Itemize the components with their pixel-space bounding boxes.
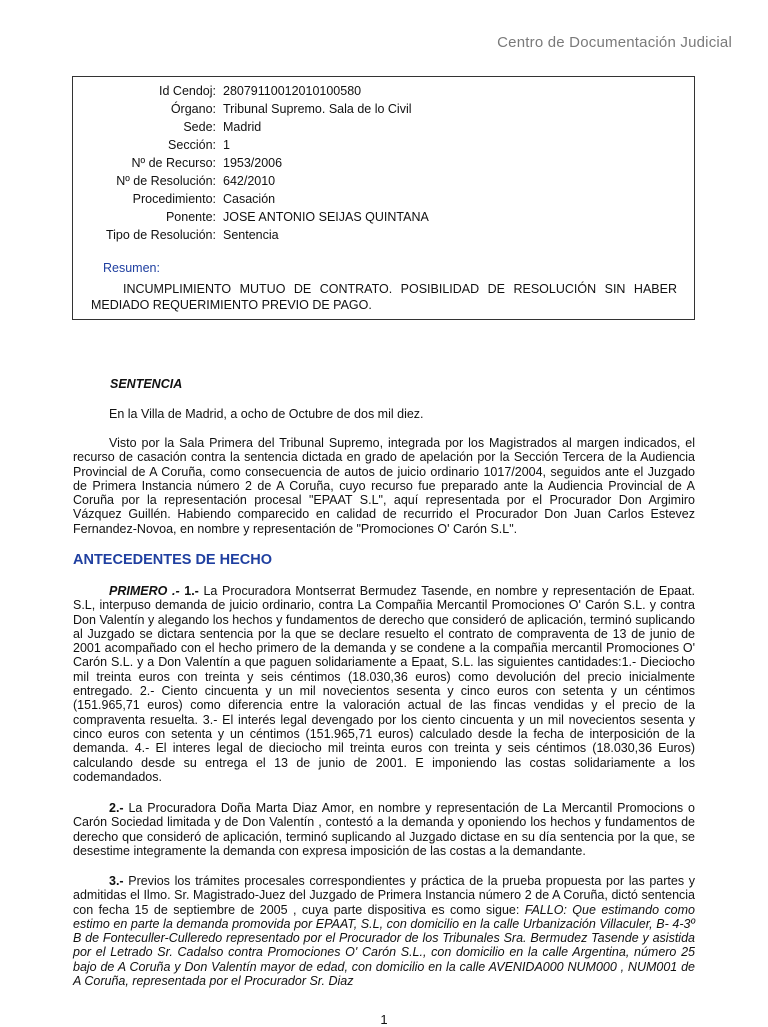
paragraph-primero bbox=[73, 584, 695, 784]
segundo-lead: 2.- bbox=[109, 801, 124, 815]
primero-num: 1.- bbox=[179, 584, 199, 598]
paragraph-segundo bbox=[73, 801, 695, 858]
meta-label: Órgano: bbox=[170, 102, 216, 116]
meta-value: 1 bbox=[223, 138, 230, 152]
primero-body: La Procuradora Montserrat Bermudez Tasende, en nombre y representación de Epaat. S.L, interpuso demanda de juicio ordinario, contra La Compañia Mercantil Promociones O' Carón S.L. y contra Don Valentín y alegando los hechos y fundamentos de derecho que consideró de aplicación, terminó suplicando al Juzgado se dictara sentencia por la que se declare resuelto el contrato de compraventa de 13 de junio de 2001 acompañado con el hecho primero de la demanda y se condene a la compañia mercantil Promociones O' Carón S.L. y a Don Valentín a que paguen solidariamente a Epaat, S.L. las siguientes cantidades:1.- Dieciocho mil treinta euros con treinta y seis céntimos (18.030,36 euros) como devolución del precio inicialmente entregado. 2.- Ciento cincuenta y un mil novecientos sesenta y cinco euros con setenta y un céntimos (151.965,71 euros) como diferencia entre la valoración actual de las fincas vendidas y el precio de la compraventa resuelta. 3.- El interés legal devengado por los ciento cincuenta y un mil novecientos sesenta y cinco euros con setenta y un céntimos (151.965,71 euros) calculado desde la fecha de interposición de la demanda. 4.- El interes legal de dieciocho mil treinta euros con treinta y seis céntimos (18.030,36 Euros) calculando desde su entrega el 13 de junio de 2001. E imponiendo las costas solidariamente a los codemandados. bbox=[73, 584, 695, 784]
meta-label: Procedimiento: bbox=[132, 192, 216, 206]
segundo-body: La Procuradora Doña Marta Diaz Amor, en nombre y representación de La Mercantil Promocions o Carón Sociedad limitada y de Don Valentín , contestó a la demanda y oponiendo los hechos y fundamentos de derecho que consideró de aplicación, terminó suplicando al Juzgado dictase en su día sentencia por la que, se desestime integramente la demanda con expresa imposición de las costas a la demandante. bbox=[73, 801, 695, 858]
metadata-box bbox=[72, 76, 695, 320]
tercero-lead: 3.- bbox=[109, 874, 124, 888]
meta-label: Tipo de Resolución: bbox=[105, 228, 216, 242]
header-title: Centro de Documentación Judicial bbox=[497, 34, 732, 51]
paragraph-tercero bbox=[73, 874, 695, 988]
meta-label: Nº de Resolución: bbox=[116, 174, 216, 188]
meta-value: Sentencia bbox=[223, 228, 279, 242]
resumen-label: Resumen: bbox=[103, 261, 160, 275]
meta-value: 642/2010 bbox=[223, 174, 276, 188]
primero-lead: PRIMERO .- bbox=[109, 584, 180, 598]
meta-value: Casación bbox=[223, 192, 276, 206]
meta-label: Nº de Recurso: bbox=[131, 156, 216, 170]
tercero-fallo: FALLO: Que estimando como estimo en parte la demanda promovida por EPAAT, S.L, con domicilio en la calle Urbanización Villaculer, B- 4-3º B de Fonteculler-Culleredo representado por el Procurador de los Tribunales Sra. Bermudez Tasende y asistida por el Letrado Sr. Cadalso contra Promociones O' Carón S.L., con domicilio en la calle Argentina, número 25 bajo de A Coruña y Don Valentín mayor de edad, con domicilio en la calle AVENIDA000 NUM000 , NUM001 de A Coruña, representada por el Procurador Sr. Diaz bbox=[73, 902, 696, 989]
resumen-text: INCUMPLIMIENTO MUTUO DE CONTRATO. POSIBILIDAD DE RESOLUCIÓN SIN HABER MEDIADO REQUERIMIENTO PREVIO DE PAGO. bbox=[91, 282, 677, 312]
meta-label: Ponente: bbox=[165, 210, 216, 224]
intro-text: En la Villa de Madrid, a ocho de Octubre de dos mil diez. bbox=[109, 407, 424, 421]
meta-value: JOSE ANTONIO SEIJAS QUINTANA bbox=[223, 210, 429, 224]
section-heading: ANTECEDENTES DE HECHO bbox=[73, 552, 272, 568]
meta-value: Tribunal Supremo. Sala de lo Civil bbox=[223, 102, 412, 116]
page-number: 1 bbox=[380, 1012, 388, 1027]
intro-paragraph bbox=[73, 407, 695, 421]
paragraph-primero-text bbox=[73, 584, 695, 784]
visto-text: Visto por la Sala Primera del Tribunal Supremo, integrada por los Magistrados al margen indicados, el recurso de casación contra la sentencia dictada en grado de apelación por la Sección Tercera de la Audiencia Provincial de A Coruña, como consecuencia de autos de juicio ordinario 1017/2004, seguidos ante el Juzgado de Primera Instancia número 2 de A Coruña, cuyo recurso fue preparado ante la Audiencia Provincial de A Coruña por la representación procesal "EPAAT S.L", aquí representada por el Procurador Don Argimiro Vázquez Guillén. Habiendo comparecido en calidad de recurrido el Procurador Don Juan Carlos Estevez Fernandez-Novoa, en nombre y representación de "Promociones O' Carón S.L". bbox=[73, 436, 695, 536]
tercero-body: Previos los trámites procesales correspondientes y práctica de la prueba propuesta por las partes y admitidas el Ilmo. Sr. Magistrado-Juez del Juzgado de Primera Instancia número 2 de A Coruña, dictó sentencia con fecha 15 de septiembre de 2005 , cuya parte dispositiva es como sigue: bbox=[73, 874, 695, 917]
paragraph-tercero-text bbox=[73, 874, 695, 988]
paragraph-segundo-text bbox=[73, 801, 695, 858]
meta-value: 28079110012010100580 bbox=[223, 84, 362, 98]
meta-value: Madrid bbox=[223, 120, 262, 134]
meta-label: Sección: bbox=[168, 138, 216, 152]
meta-label: Sede: bbox=[183, 120, 216, 134]
meta-label: Id Cendoj: bbox=[159, 84, 216, 98]
visto-paragraph bbox=[73, 436, 695, 536]
meta-value: 1953/2006 bbox=[223, 156, 283, 170]
sentencia-title: SENTENCIA bbox=[110, 377, 183, 391]
